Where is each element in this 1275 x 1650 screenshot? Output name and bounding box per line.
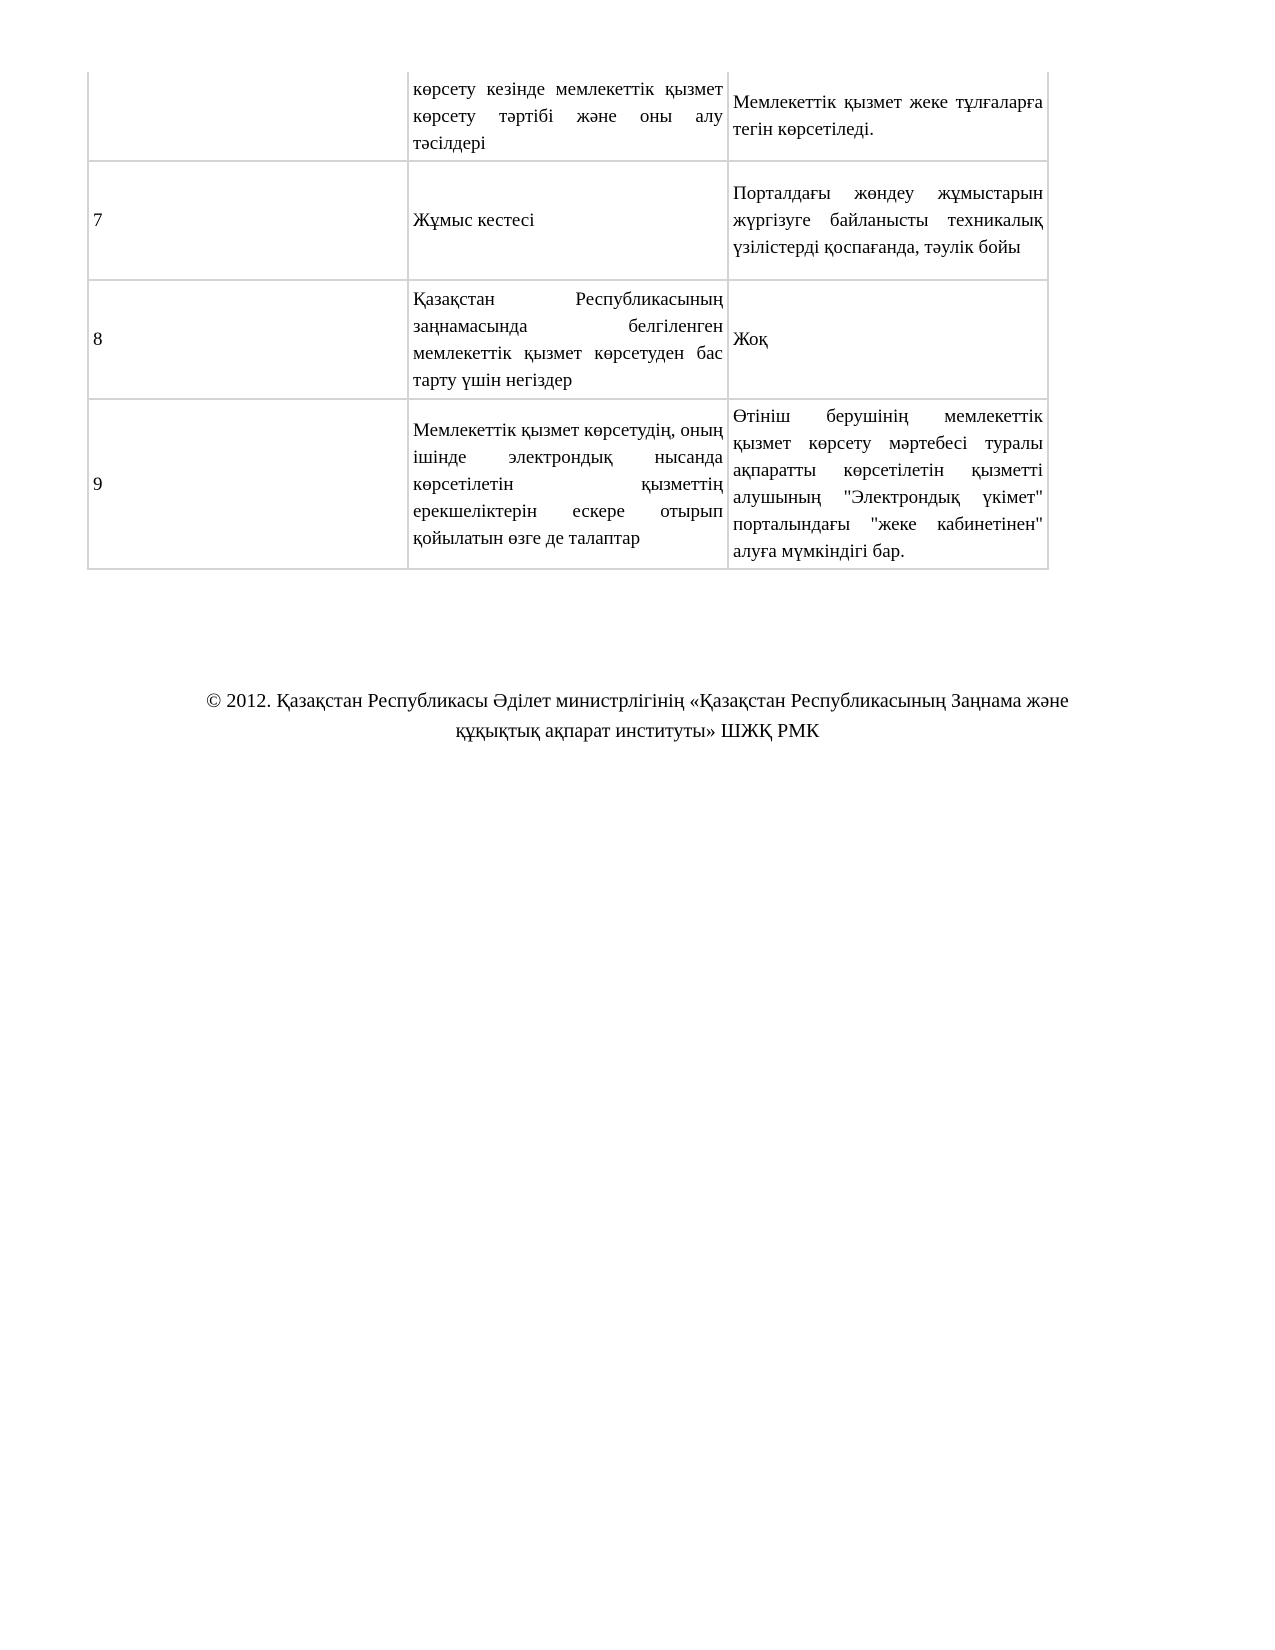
row-number-cell: 7: [88, 161, 408, 280]
row-value-cell: Порталдағы жөндеу жұмыстарын жүргізуге байланысты техникалық үзілістерді қоспағанда, тәулік бойы: [728, 161, 1048, 280]
copyright-line-1: © 2012. Қазақстан Республикасы Әділет министрлігінің «Қазақстан Республикасының Заңнама және: [206, 690, 1069, 712]
row-name-cell: Жұмыс кестесі: [408, 161, 728, 280]
row-value-cell: Жоқ: [728, 280, 1048, 399]
table-row: [88, 399, 1048, 569]
row-name-cell: Қазақстан Республикасының заңнамасында белгіленген мемлекеттік қызмет көрсетуден бас тарту үшін негіздер: [408, 280, 728, 399]
services-table: [87, 72, 1049, 570]
row-number-cell: 9: [88, 399, 408, 569]
table-row: [88, 72, 1048, 161]
table-row: [88, 161, 1048, 280]
copyright-footer: [90, 686, 1185, 746]
row-number-cell: [88, 72, 408, 161]
copyright-line-2: құқықтық ақпарат институты» ШЖҚ РМК: [455, 720, 820, 742]
row-name-cell: көрсету кезінде мемлекеттік қызмет көрсету тәртібі және оны алу тәсілдері: [408, 72, 728, 161]
row-name-cell: Мемлекеттік қызмет көрсетудің, оның ішінде электрондық нысанда көрсетілетін қызметтің ерекшеліктерін ескере отырып қойылатын өзге де талаптар: [408, 399, 728, 569]
table-row: [88, 280, 1048, 399]
row-number-cell: 8: [88, 280, 408, 399]
row-value-cell: Өтініш берушінің мемлекеттік қызмет көрсету мәртебесі туралы ақпаратты көрсетілетін қызметті алушының "Электрондық үкімет" порталындағы "жеке кабинетінен" алуға мүмкіндігі бар.: [728, 399, 1048, 569]
row-value-cell: Мемлекеттік қызмет жеке тұлғаларға тегін көрсетіледі.: [728, 72, 1048, 161]
